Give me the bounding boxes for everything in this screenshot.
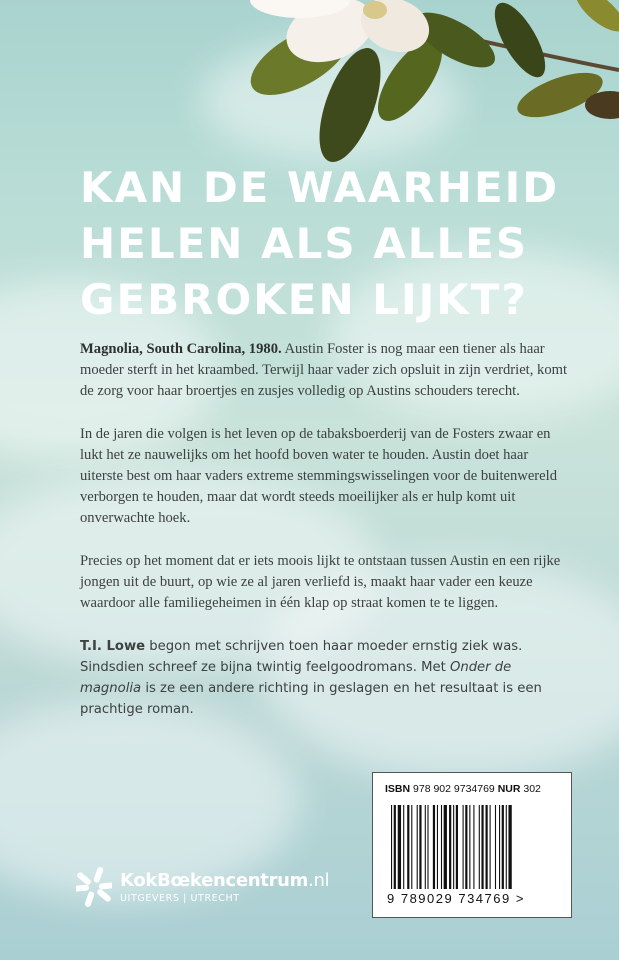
blurb-paragraph: Precies op het moment dat er iets moois lijkt te ontstaan tussen Austin en een rijke jongen uit de buurt, op wie ze al jaren verliefd is, maakt haar vader een keuze waardoor alle familiegeheimen in één klap op straat komen te te liggen. xyxy=(80,553,561,611)
barcode-icon xyxy=(391,805,553,889)
headline xyxy=(80,160,600,328)
author-name: T.I. Lowe xyxy=(80,639,146,654)
setting-lead: Magnolia, South Carolina, 1980. xyxy=(80,341,282,357)
blurb xyxy=(80,339,570,742)
book-title: Onder de magnolia xyxy=(80,660,512,696)
isbn-line xyxy=(385,783,541,795)
blurb-paragraph xyxy=(80,339,570,402)
isbn-label: ISBN xyxy=(385,783,411,795)
nur-value: 302 xyxy=(523,783,541,795)
author-text: is ze een andere richting in geslagen en het resultaat is een prachtige roman. xyxy=(80,681,542,717)
star-burst-icon xyxy=(76,866,112,908)
publisher-name xyxy=(120,870,329,891)
nur-label: NUR xyxy=(497,783,521,795)
isbn-value: 978 902 9734769 xyxy=(413,783,495,795)
headline-line: KAN DE WAARHEID xyxy=(80,163,560,212)
publisher-logo xyxy=(76,866,329,908)
publisher-name-text: KokBœkencentrum xyxy=(120,870,309,891)
blurb-paragraph: In de jaren die volgen is het leven op de tabaksboerderij van de Fosters zwaar en lukt het ze nauwelijks om het hoofd boven water te houden. Austin doet haar uiterste best om haar vaders extreme stemmingswisselingen voor de buitenwereld verborgen te houden, maar dat wordt steeds moeilijker als er hulp komt uit onverwachte hoek. xyxy=(80,426,557,526)
headline-line: GEBROKEN LIJKT? xyxy=(80,275,528,324)
author-bio xyxy=(80,636,570,720)
barcode-panel xyxy=(372,772,572,918)
publisher-domain: .nl xyxy=(308,870,330,891)
headline-line: HELEN ALS ALLES xyxy=(80,219,529,268)
blurb-text: Austin Foster is nog maar een tiener als haar moeder sterft in het kraambed. Terwijl haar vader zich opsluit in zijn verdriet, komt de zorg voor haar broertjes en zusjes volledig op Austins schouders terecht. xyxy=(80,341,568,399)
magnolia-branch-illustration xyxy=(0,0,619,170)
barcode-digits: 9 789029 734769 > xyxy=(387,891,525,906)
publisher-subtitle: UITGEVERS | UTRECHT xyxy=(120,893,240,904)
author-text: begon met schrijven toen haar moeder ernstig ziek was. Sindsdien schreef ze bijna twintig feelgoodromans. Met xyxy=(80,639,523,675)
